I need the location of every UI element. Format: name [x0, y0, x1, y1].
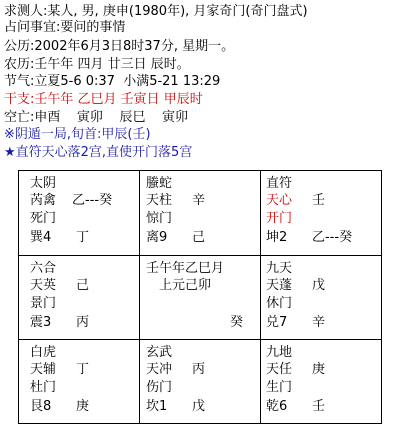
gregorian-date-line: 公历:2002年6月3日8时37分, 星期一。 [4, 39, 235, 54]
palace-door: 死门 [30, 211, 57, 226]
palace-god: 白虎 [30, 345, 57, 360]
center-yuan: 上元己卯 [159, 278, 212, 293]
palace-stem: 辛 [312, 315, 326, 330]
palace-gen-8 [30, 345, 144, 423]
palace-name: 巽4 [30, 230, 52, 245]
palace-xun-4 [30, 176, 144, 254]
palace-door: 生门 [266, 380, 293, 395]
palace-stem: 戊 [192, 399, 206, 414]
palace-star-stem: 丙 [192, 362, 206, 377]
palace-god: 太阴 [30, 176, 57, 191]
palace-god: 六合 [30, 261, 57, 276]
palace-star-stem: 壬 [312, 193, 326, 208]
grid-divider [19, 339, 381, 340]
palace-stem: 庚 [76, 399, 90, 414]
palace-star-stem: 丁 [76, 362, 90, 377]
palace-dui-7 [266, 261, 380, 339]
zhifu-zhishi-line: ★直符天心落2宫,直使开门落5宫 [4, 145, 193, 160]
palace-god: 玄武 [146, 345, 173, 360]
palace-name: 艮8 [30, 399, 52, 414]
palace-god: 九地 [266, 345, 293, 360]
solar-term-line: 节气:立夏5-6 0:37 小满5-21 13:29 [4, 74, 221, 89]
palace-star-stem: 乙---癸 [72, 193, 113, 208]
palace-name: 乾6 [266, 399, 288, 414]
palace-name: 震3 [30, 315, 52, 330]
palace-stem: 乙---癸 [312, 230, 353, 245]
palace-kan-1 [146, 345, 260, 423]
palace-name: 离9 [146, 230, 168, 245]
palace-li-9 [146, 176, 260, 254]
palace-star: 天英 [30, 278, 57, 293]
palace-god: 九天 [266, 261, 293, 276]
palace-door: 景门 [30, 296, 57, 311]
qimen-chart-grid [18, 170, 382, 424]
palace-stem: 壬 [312, 399, 326, 414]
center-year-month: 壬午年乙巳月 [146, 261, 225, 276]
palace-star: 天柱 [146, 193, 173, 208]
palace-door: 休门 [266, 296, 293, 311]
palace-qian-6 [266, 345, 380, 423]
palace-door: 伤门 [146, 380, 173, 395]
dun-ju-line: ※阴遁一局,旬首:甲辰(壬) [4, 127, 151, 142]
palace-zhen-3 [30, 261, 144, 339]
palace-stem: 癸 [230, 315, 244, 330]
grid-divider [260, 171, 261, 423]
palace-star: 天心 [266, 193, 293, 208]
palace-star-stem: 戊 [312, 278, 326, 293]
palace-star-stem: 庚 [312, 362, 326, 377]
lunar-date-line: 农历:壬午年 四月 廿三日 辰时。 [4, 57, 190, 72]
palace-name: 坤2 [266, 230, 288, 245]
ganzhi-line: 干支:壬午年 乙巳月 壬寅日 甲辰时 [4, 92, 203, 107]
palace-star: 芮禽 [30, 193, 57, 208]
palace-star: 天辅 [30, 362, 57, 377]
palace-star-stem: 辛 [192, 193, 206, 208]
question-line: 占问事宜:要问的事情 [4, 20, 126, 35]
palace-door: 杜门 [30, 380, 57, 395]
palace-name: 兑7 [266, 315, 288, 330]
palace-kun-2 [266, 176, 380, 254]
palace-god: 直符 [266, 176, 293, 191]
palace-stem: 丁 [76, 230, 90, 245]
palace-stem: 丙 [76, 315, 90, 330]
palace-star: 天蓬 [266, 278, 293, 293]
palace-star: 天冲 [146, 362, 173, 377]
palace-door: 惊门 [146, 211, 173, 226]
palace-center-5 [146, 261, 260, 339]
palace-star: 天任 [266, 362, 293, 377]
palace-god: 螣蛇 [146, 176, 173, 191]
palace-star-stem: 己 [76, 278, 90, 293]
querent-line: 求测人:某人, 男, 庚申(1980年), 月家奇门(奇门盘式) [4, 4, 308, 19]
palace-door: 开门 [266, 211, 293, 226]
void-line: 空亡:申酉 寅卯 辰巳 寅卯 [4, 110, 188, 125]
palace-stem: 己 [192, 230, 206, 245]
palace-name: 坎1 [146, 399, 168, 414]
grid-divider [19, 255, 381, 256]
